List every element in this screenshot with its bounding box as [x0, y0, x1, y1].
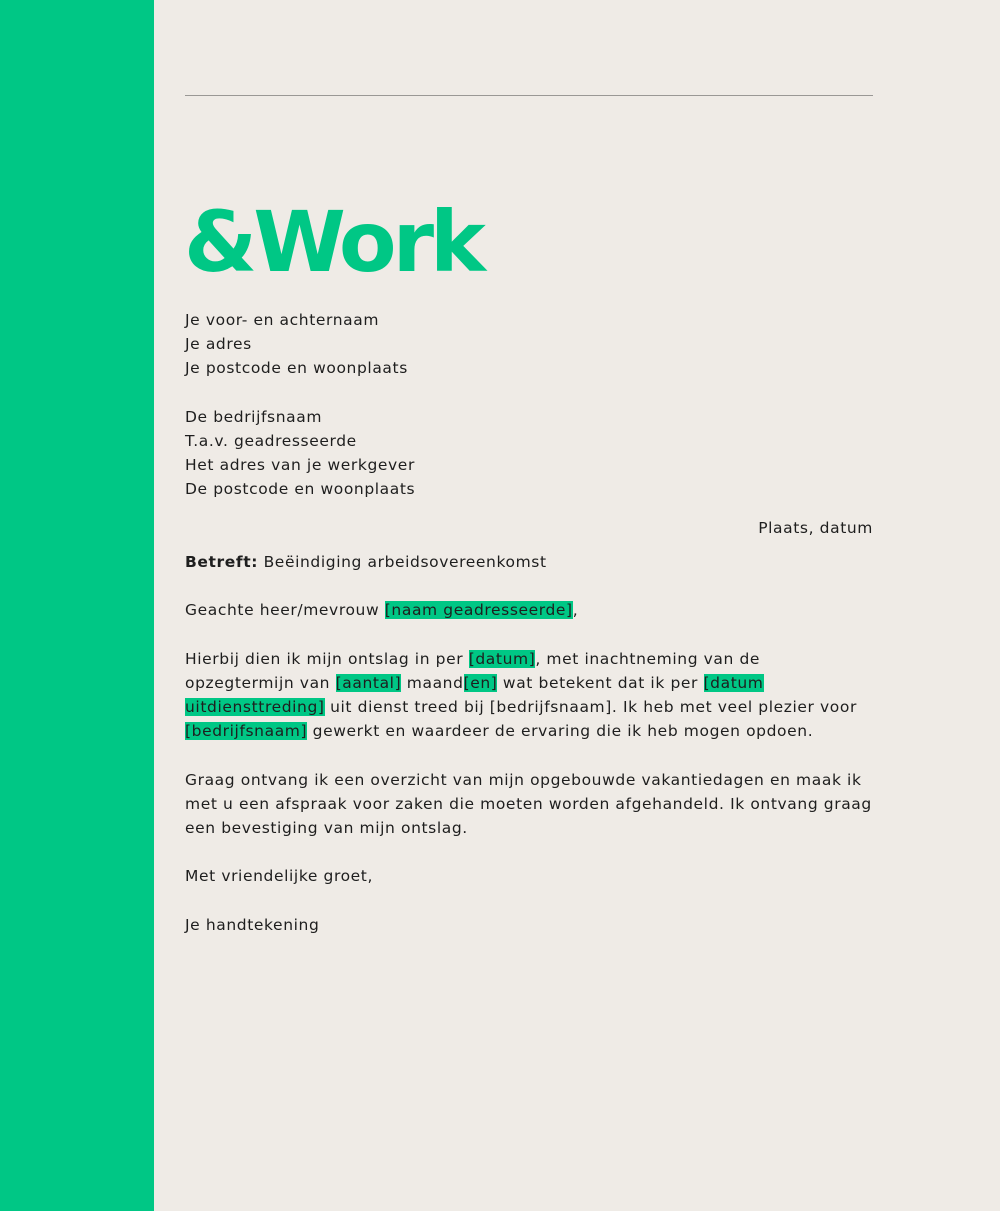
placeholder-exit-date: [datum uitdiensttreding] [185, 673, 764, 716]
paragraph-text: gewerkt en waardeer de ervaring die ik heb mogen opdoen. [307, 722, 814, 741]
sender-block [185, 308, 873, 381]
paragraph-text: maand [401, 673, 464, 692]
placeholder-company-name: [bedrijfsnaam] [185, 722, 308, 741]
letter-body [185, 308, 873, 937]
recipient-postcode: De postcode en woonplaats [185, 480, 416, 499]
placeholder-amount: [aantal] [335, 673, 402, 692]
salutation-suffix: , [572, 601, 579, 620]
sender-name: Je voor- en achternaam [185, 311, 380, 329]
salutation [185, 598, 873, 622]
paragraph-text: wat betekent dat ik per [497, 673, 704, 692]
recipient-company: De bedrijfsnaam [185, 407, 323, 426]
recipient-address: Het adres van je werkgever [185, 456, 415, 475]
placeholder-recipient-name: [naam geadresseerde] [384, 601, 573, 620]
sidebar-accent-bar [0, 0, 154, 1211]
recipient-attention: T.a.v. geadresseerde [185, 432, 357, 450]
placeholder-plural: [en] [463, 673, 498, 692]
recipient-block [185, 405, 873, 502]
paragraph-vacation: Graag ontvang ik een overzicht van mijn opgebouwde vakantiedagen en maak ik met u een afspraak voor zaken die moeten worden afgehandeld. Ik ontvang graag een bevestiging van mijn ontslag. [185, 770, 872, 837]
paragraph-text: Hierbij dien ik mijn ontslag in per [185, 649, 469, 668]
paragraph-text: uit dienst treed bij [bedrijfsnaam]. Ik heb met veel plezier voor [324, 698, 857, 716]
place-date: Plaats, datum [758, 518, 873, 537]
sender-address: Je adres [185, 335, 252, 354]
subject-line [185, 550, 873, 574]
subject-text: Beëindiging arbeidsovereenkomst [263, 552, 547, 571]
closing: Met vriendelijke groet, [185, 867, 374, 886]
work-logo: &Work [184, 193, 482, 291]
placeholder-date: [datum] [468, 649, 536, 668]
sender-postcode: Je postcode en woonplaats [185, 359, 408, 378]
subject-label: Betreft: [185, 552, 259, 571]
signature: Je handtekening [185, 915, 320, 934]
salutation-prefix: Geachte heer/mevrouw [185, 601, 385, 620]
header-divider [185, 95, 873, 96]
paragraph-resignation [185, 647, 873, 744]
paragraph-text: , met inachtneming van de opzegtermijn van [185, 649, 761, 692]
